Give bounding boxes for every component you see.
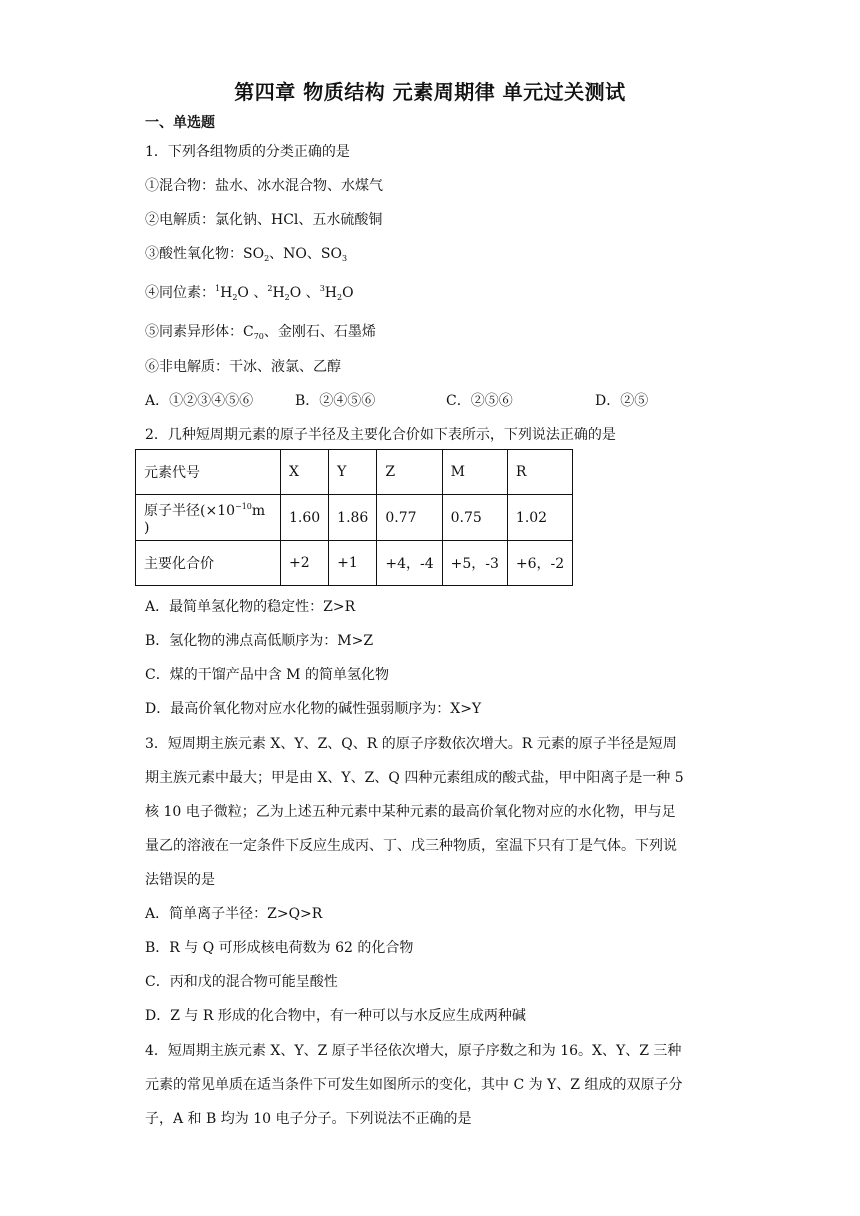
q1-item-3: ③酸性氧化物：$SO_2$、NO、$SO_3$ [145, 246, 348, 263]
q1-item-3-sep: 、NO、 [269, 246, 321, 262]
table-cell: 1.60 [281, 495, 329, 541]
table-cell [136, 495, 281, 541]
q3-option-d: D．Z 与 R 形成的化合物中，有一种可以与水反应生成两种碱 [145, 1008, 526, 1024]
q3-line: 3．短周期主族元素 X、Y、Z、Q、R 的原子序数依次增大。R 元素的原子半径是短周 [145, 736, 677, 752]
q1-item-5-suffix: 、金刚石、石墨烯 [263, 324, 376, 340]
q1-option-a: A．①②③④⑤⑥ [145, 393, 254, 409]
q1-stem: 1．下列各组物质的分类正确的是 [145, 144, 350, 160]
table-cell: Y [329, 450, 377, 495]
table-cell: +5，-3 [442, 541, 507, 586]
table-cell: R [507, 450, 572, 495]
table-cell: 1.02 [507, 495, 572, 541]
table-cell: 0.75 [442, 495, 507, 541]
radius-unit: m ) [144, 502, 266, 536]
table-row [136, 495, 573, 541]
q3-line: 量乙的溶液在一定条件下反应生成丙、丁、戊三种物质，室温下只有丁是气体。下列说 [145, 838, 677, 854]
element-table [135, 449, 573, 586]
q4-line: 4．短周期主族元素 X、Y、Z 原子半径依次增大，原子序数之和为 16。X、Y、Z 三种 [145, 1043, 682, 1059]
q4-line: 元素的常见单质在适当条件下可发生如图所示的变化，其中 C 为 Y、Z 组成的双原子分 [145, 1077, 683, 1093]
table-cell: +4，-4 [377, 541, 442, 586]
table-row [136, 450, 573, 495]
q3-line: 核 10 电子微粒；乙为上述五种元素中某种元素的最高价氧化物对应的水化物，甲与足 [145, 804, 676, 820]
q2-option-b: B．氢化物的沸点高低顺序为：M>Z [145, 633, 374, 649]
q2-option-d: D．最高价氧化物对应水化物的碱性强弱顺序为：X>Y [145, 701, 482, 717]
q1-item-3-prefix: ③酸性氧化物： [145, 246, 243, 262]
table-cell: 1.86 [329, 495, 377, 541]
q1-item-5: ⑤同素异形体：$C_{70}$、金刚石、石墨烯 [145, 324, 376, 341]
table-cell: 0.77 [377, 495, 442, 541]
q1-item-6: ⑥非电解质：干冰、液氯、乙醇 [145, 359, 341, 375]
q3-option-c: C．丙和戊的混合物可能呈酸性 [145, 974, 338, 990]
q1-item-2: ②电解质：氯化钠、HCl、五水硫酸铜 [145, 212, 383, 228]
table-cell: X [281, 450, 329, 495]
q1-item-4-prefix: ④同位素： [145, 285, 215, 301]
q2-option-c: C．煤的干馏产品中含 M 的简单氢化物 [145, 667, 389, 683]
table-cell: +6，-2 [507, 541, 572, 586]
q1-item-5-prefix: ⑤同素异形体： [145, 324, 243, 340]
table-cell: +1 [329, 541, 377, 586]
table-cell: 元素代号 [136, 450, 281, 495]
q2-stem: 2．几种短周期元素的原子半径及主要化合价如下表所示，下列说法正确的是 [145, 427, 616, 443]
table-cell: 主要化合价 [136, 541, 281, 586]
q4-line: 子，A 和 B 均为 10 电子分子。下列说法不正确的是 [145, 1111, 472, 1127]
q3-line: 法错误的是 [145, 872, 215, 888]
radius-label: 原子半径(×10 [144, 502, 236, 519]
page-title: 第四章 物质结构 元素周期律 单元过关测试 [234, 80, 626, 104]
q1-option-b: B．②④⑤⑥ [295, 393, 376, 409]
section-heading: 一、单选题 [145, 115, 215, 131]
table-cell: M [442, 450, 507, 495]
q3-line: 期主族元素中最大；甲是由 X、Y、Z、Q 四种元素组成的酸式盐，甲中阳离子是一种 5 [145, 770, 684, 786]
q3-option-b: B．R 与 Q 可形成核电荷数为 62 的化合物 [145, 940, 414, 956]
table-cell: Z [377, 450, 442, 495]
q1-item-1: ①混合物：盐水、冰水混合物、水煤气 [145, 178, 383, 194]
table-row [136, 541, 573, 586]
q1-option-c: C．②⑤⑥ [446, 393, 513, 409]
table-cell: +2 [281, 541, 329, 586]
q1-option-d: D．②⑤ [595, 393, 649, 409]
radius-exponent: −10 [235, 501, 252, 511]
q2-option-a: A．最简单氢化物的稳定性：Z>R [145, 599, 356, 615]
q1-item-4: ④同位素：$^1H_2O$ 、$^2H_2O$ 、$^3H_2O$ [145, 284, 354, 302]
q3-option-a: A．简单离子半径：Z>Q>R [145, 906, 323, 922]
